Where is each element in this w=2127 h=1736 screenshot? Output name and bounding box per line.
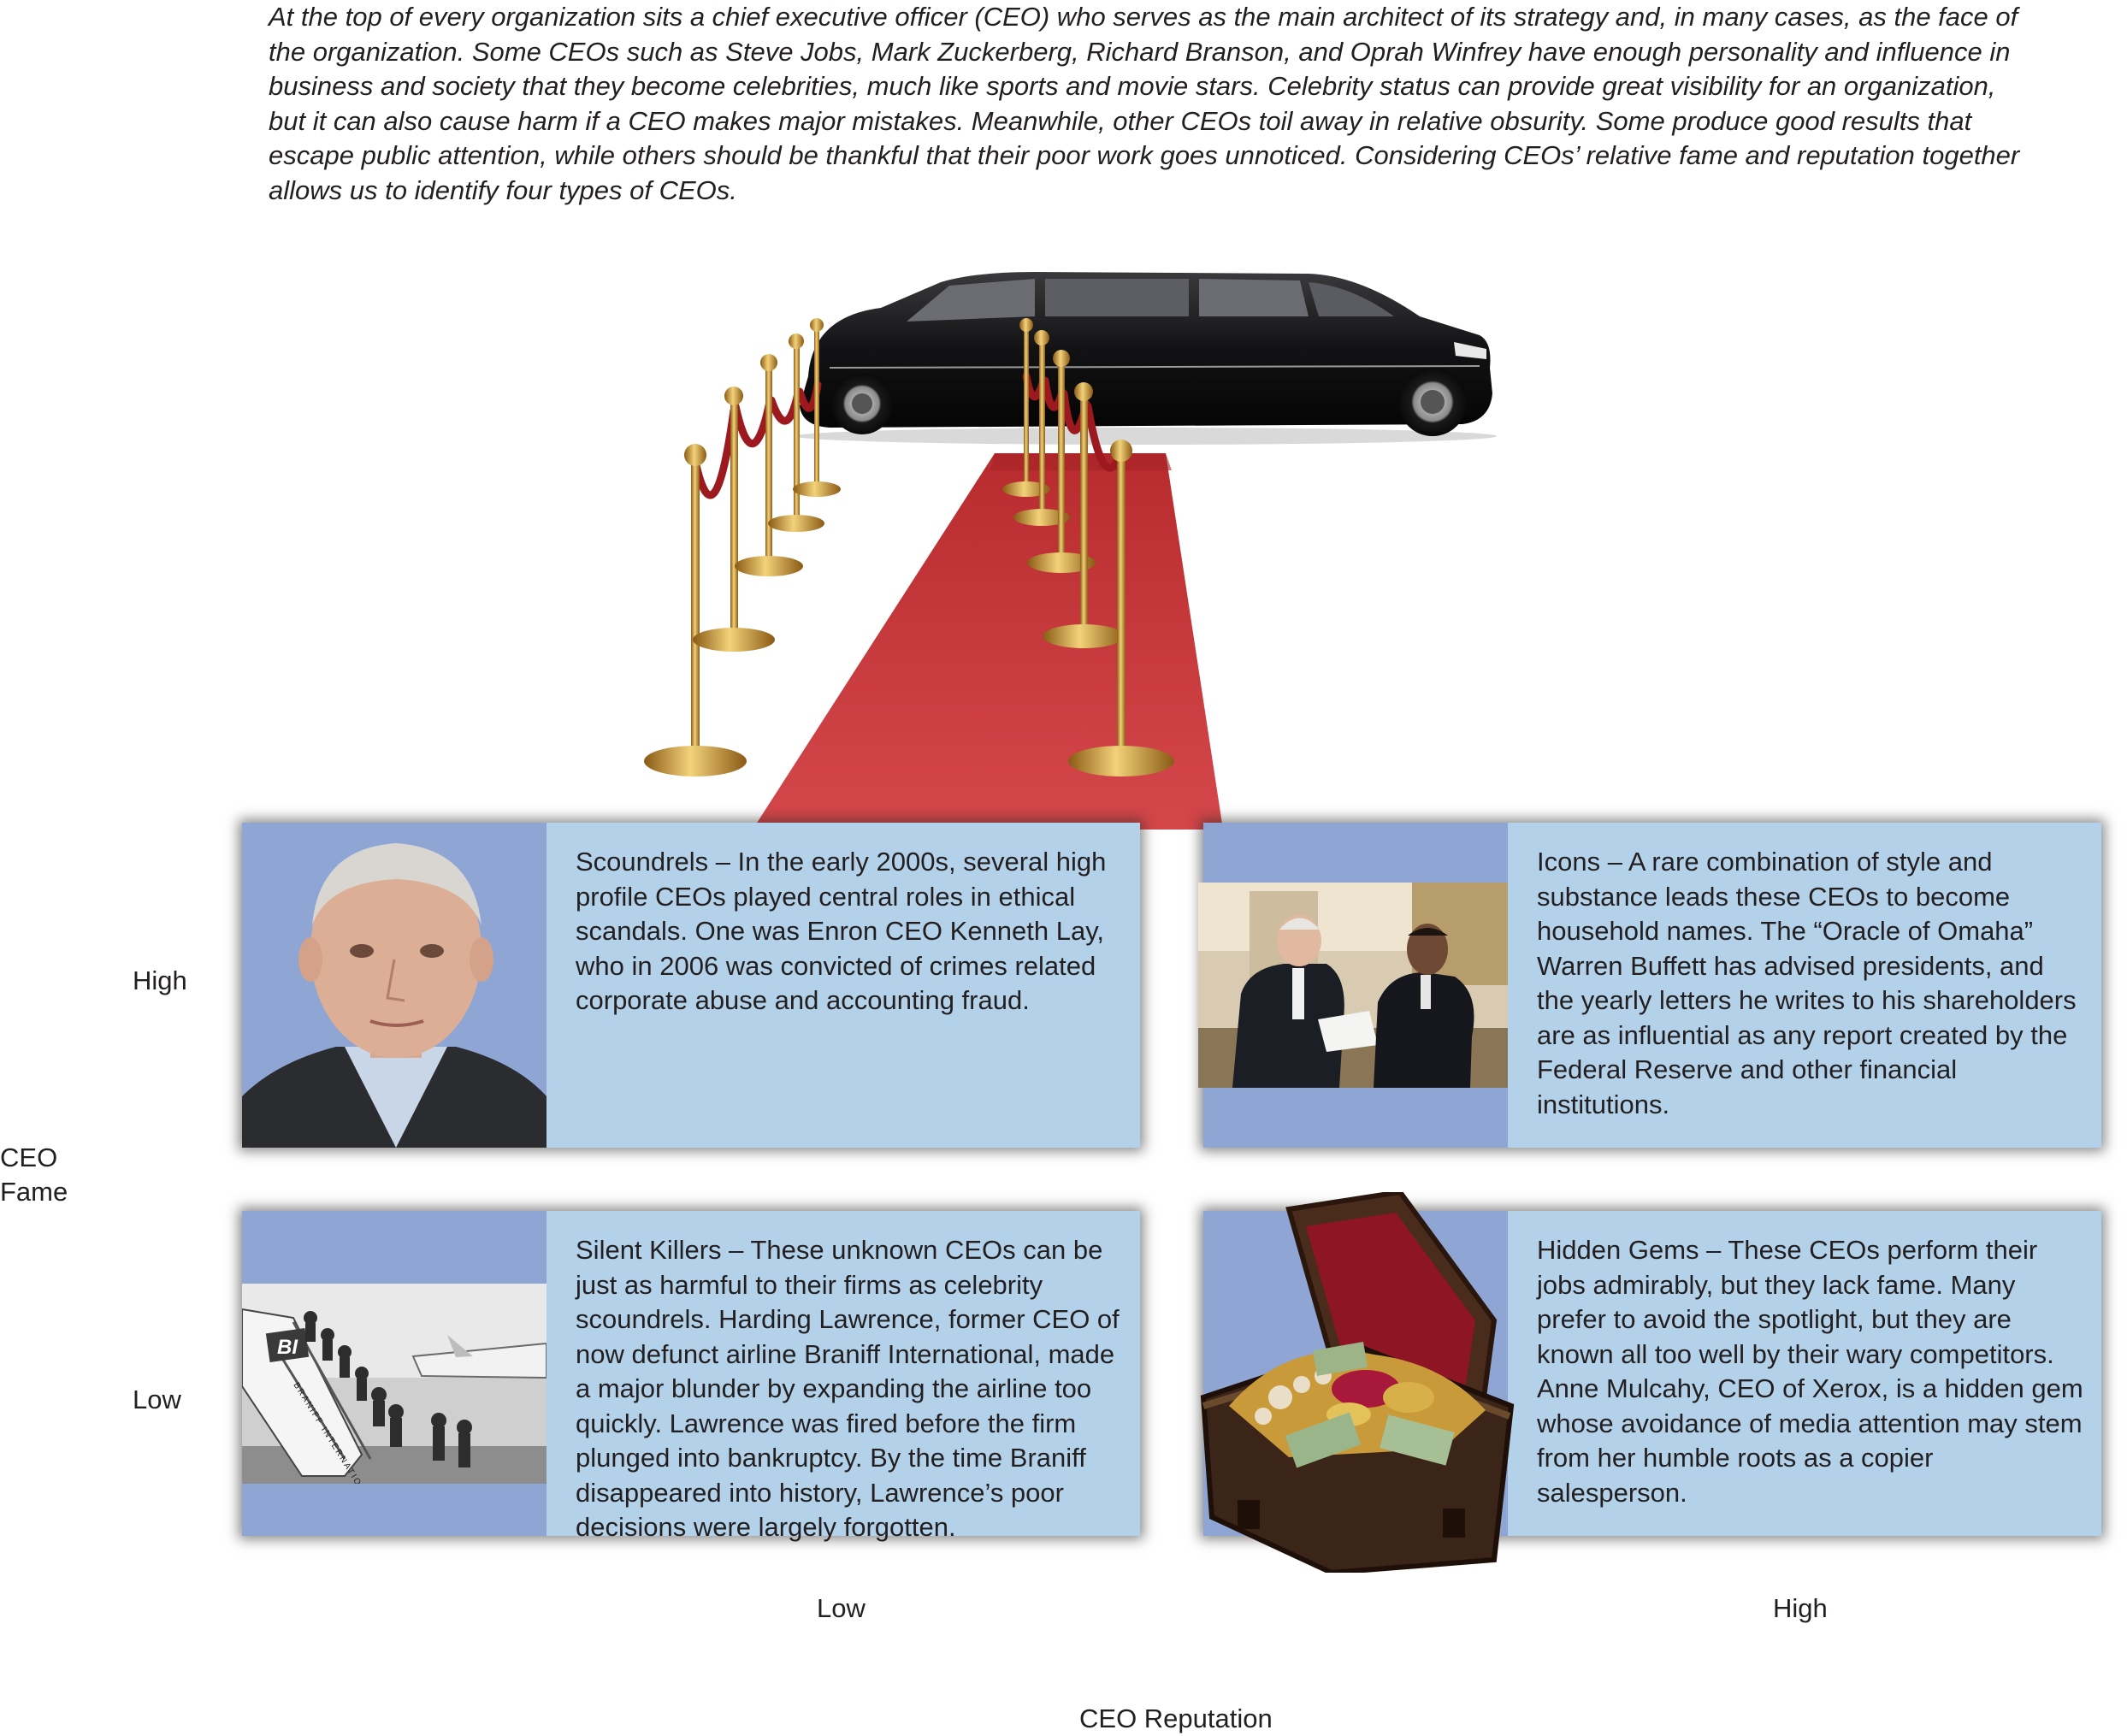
photo-column	[242, 1211, 547, 1536]
y-axis-title-line-1: CEO	[0, 1143, 58, 1172]
y-axis-title	[0, 1141, 68, 1209]
photo-column	[242, 823, 547, 1148]
icons-description: Icons – A rare combination of style and substance leads these CEOs to become household names. The “Oracle of Omaha” Warren Buffett has advised presidents, and the yearly letters he writes to his shareholders are as influential as any report created by the Federal Reserve and other financial institutions.	[1537, 847, 2077, 1119]
x-axis-high-label: High	[1773, 1593, 1828, 1623]
treasure-chest-image	[1186, 1192, 1528, 1573]
quadrant-hidden-gems	[1203, 1211, 2101, 1536]
red-carpet-limo-illustration	[624, 257, 1505, 830]
quadrant-silent-killers	[242, 1211, 1140, 1542]
buffett-obama-photo	[1198, 883, 1508, 1088]
quadrant-icons	[1203, 823, 2101, 1148]
hidden-gems-description: Hidden Gems – These CEOs perform their jobs admirably, but they lack fame. Many prefer to avoid the spotlight, but they are known all too well by their wary competitors. Anne Mulcahy, CEO of Xerox, is a hidden gem whose avoidance of media attention may stem from her humble roots as a copier salesperson.	[1537, 1235, 2083, 1508]
braniff-airline-photo	[242, 1284, 547, 1484]
silent-killers-description: Silent Killers – These unknown CEOs can be just as harmful to their firms as celebrity scoundrels. Harding Lawrence, former CEO of now defunct airline Braniff International, made a major blunder by expanding the airline too quickly. Lawrence was fired before the firm plunged into bankruptcy. By the time Braniff disappeared into history, Lawrence’s poor decisions were largely forgotten.	[576, 1235, 1120, 1542]
braniff-logo: BI	[277, 1336, 298, 1359]
x-axis-low-label: Low	[817, 1593, 866, 1623]
scoundrels-description: Scoundrels – In the early 2000s, several high profile CEOs played central roles in ethical scandals. One was Enron CEO Kenneth Lay, who in 2006 was convicted of crimes related corporate abuse and accounting fraud.	[576, 847, 1107, 1015]
braniff-name: BRANIFF	[291, 1380, 325, 1427]
x-axis-title: CEO Reputation	[1079, 1704, 1273, 1733]
photo-column	[1203, 823, 1508, 1148]
y-axis-high-label: High	[133, 965, 187, 995]
y-axis-title-line-2: Fame	[0, 1177, 68, 1207]
kenneth-lay-portrait	[242, 823, 547, 1148]
photo-column	[1203, 1211, 1508, 1536]
y-axis-low-label: Low	[133, 1385, 181, 1414]
limousine	[795, 272, 1497, 445]
quadrant-scoundrels	[242, 823, 1140, 1148]
intro-paragraph: At the top of every organization sits a chief executive officer (CEO) who serves as the main architect of its strategy and, in many cases, as the face of the organization. Some CEOs such as Steve Jobs, Mark Zuckerberg, Richard Branson, and Oprah Winfrey have enough personality and influence in business and society that they become celebrities, much like sports and movie stars. Celebrity status can provide great visibility for an organization, but it can also cause harm if a CEO makes major mistakes. Meanwhile, other CEOs toil away in relative obsurity. Some produce good results that escape public attention, while others should be thankful that their poor work goes unnoticed. Considering CEOs’ relative fame and reputation together allows us to identify four types of CEOs.	[269, 2, 2020, 205]
